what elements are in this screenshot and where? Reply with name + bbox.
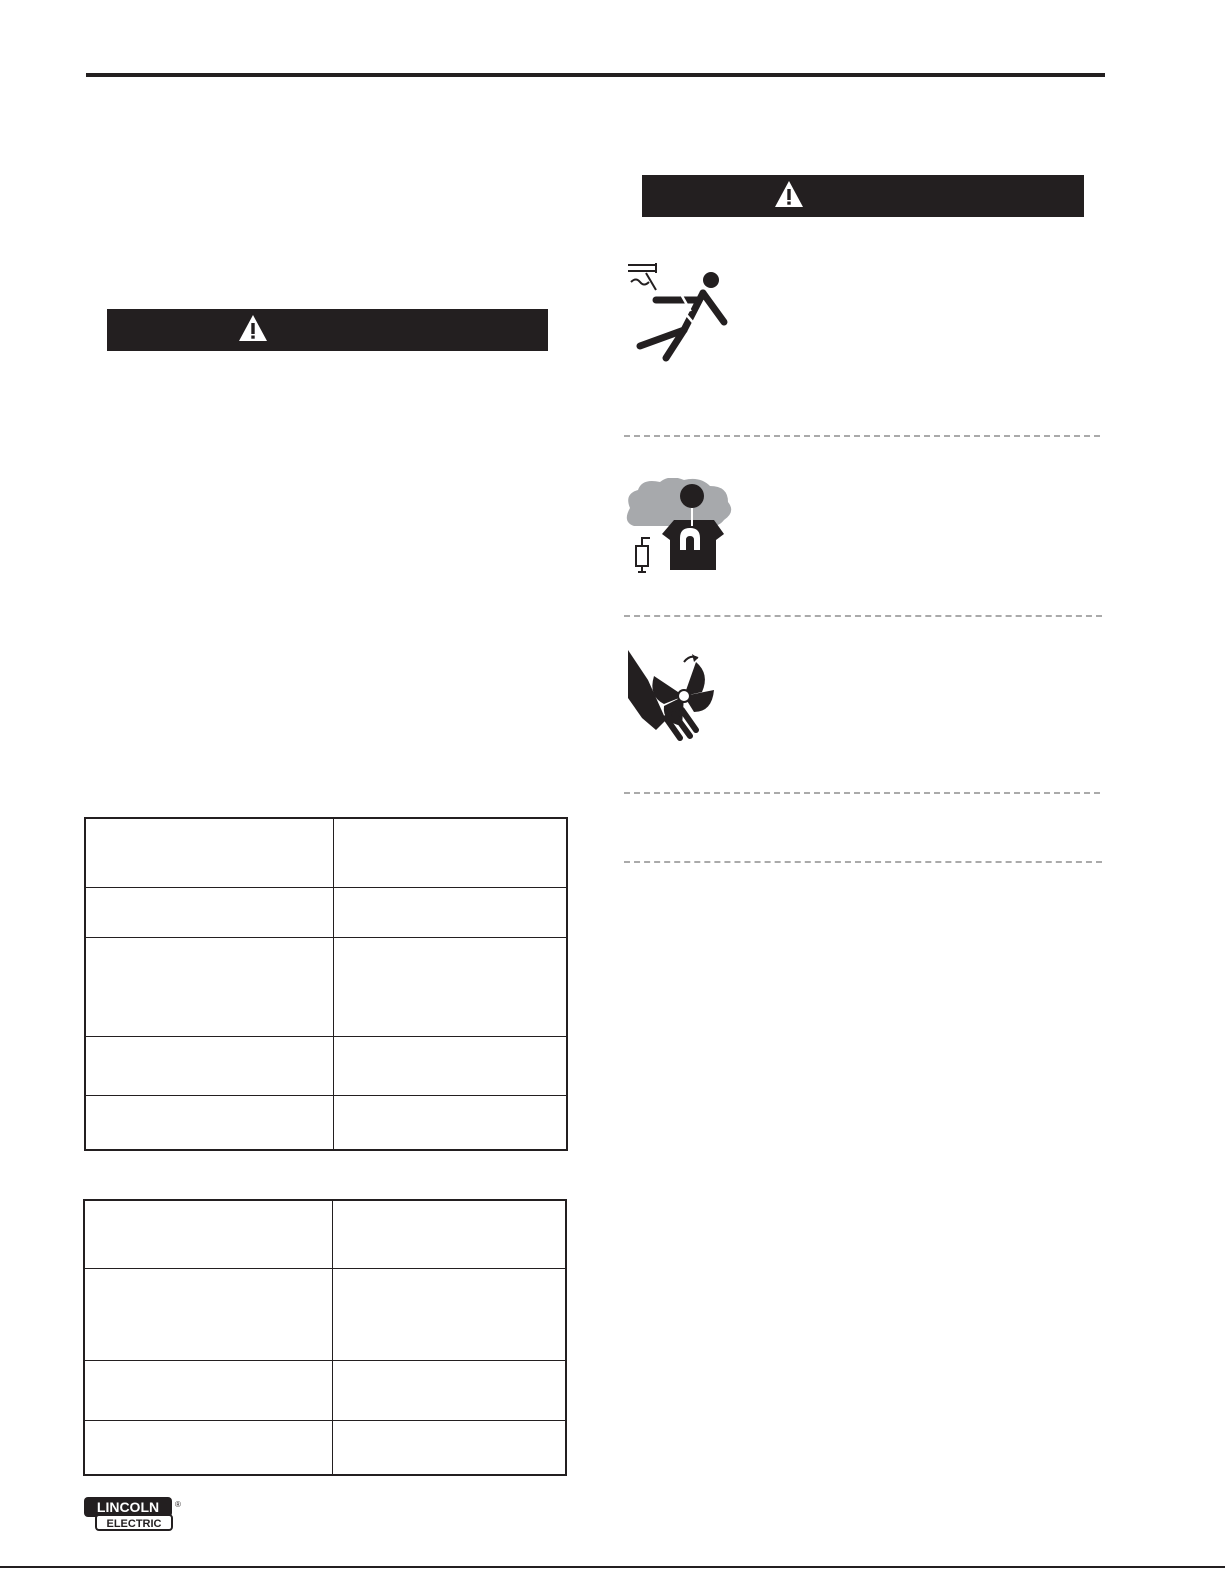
table-row [84, 1360, 566, 1420]
warning-triangle-icon [774, 179, 804, 209]
table-cell [334, 887, 568, 937]
table-cell [85, 1095, 334, 1150]
table-cell [85, 1036, 334, 1095]
top-rule [86, 73, 1105, 77]
fumes-icon [626, 478, 736, 574]
hazard-divider [624, 435, 1100, 437]
table-cell [84, 1420, 333, 1475]
spec-table-2 [83, 1199, 567, 1476]
logo-line1: LINCOLN [96, 1499, 160, 1515]
table-row [84, 1420, 566, 1475]
table-cell [334, 818, 568, 887]
warning-bar-right [642, 175, 1084, 217]
table-cell [84, 1268, 333, 1360]
bottom-rule [0, 1566, 1225, 1568]
table-row [85, 1036, 567, 1095]
lincoln-electric-logo [84, 1497, 184, 1531]
table-cell [84, 1200, 333, 1268]
hazard-divider [624, 615, 1102, 617]
table-cell [85, 818, 334, 887]
table-row [85, 887, 567, 937]
spec-table-1 [84, 817, 568, 1151]
table-row [84, 1200, 566, 1268]
warning-bar-left [107, 309, 548, 351]
table-cell [333, 1200, 567, 1268]
table-cell [333, 1420, 567, 1475]
table-cell [334, 937, 568, 1036]
electric-shock-icon [626, 260, 731, 366]
table-cell [85, 887, 334, 937]
table-row [84, 1268, 566, 1360]
logo-line2: ELECTRIC [106, 1518, 162, 1530]
warning-triangle-icon [238, 313, 268, 343]
table-cell [334, 1095, 568, 1150]
table-cell [84, 1360, 333, 1420]
table-cell [334, 1036, 568, 1095]
table-row [85, 937, 567, 1036]
hazard-divider [624, 861, 1102, 863]
table-cell [85, 937, 334, 1036]
moving-parts-icon [626, 648, 730, 752]
table-cell [333, 1360, 567, 1420]
table-row [85, 1095, 567, 1150]
hazard-divider [624, 792, 1100, 794]
table-cell [333, 1268, 567, 1360]
table-row [85, 818, 567, 887]
registered-mark: ® [175, 1500, 181, 1509]
